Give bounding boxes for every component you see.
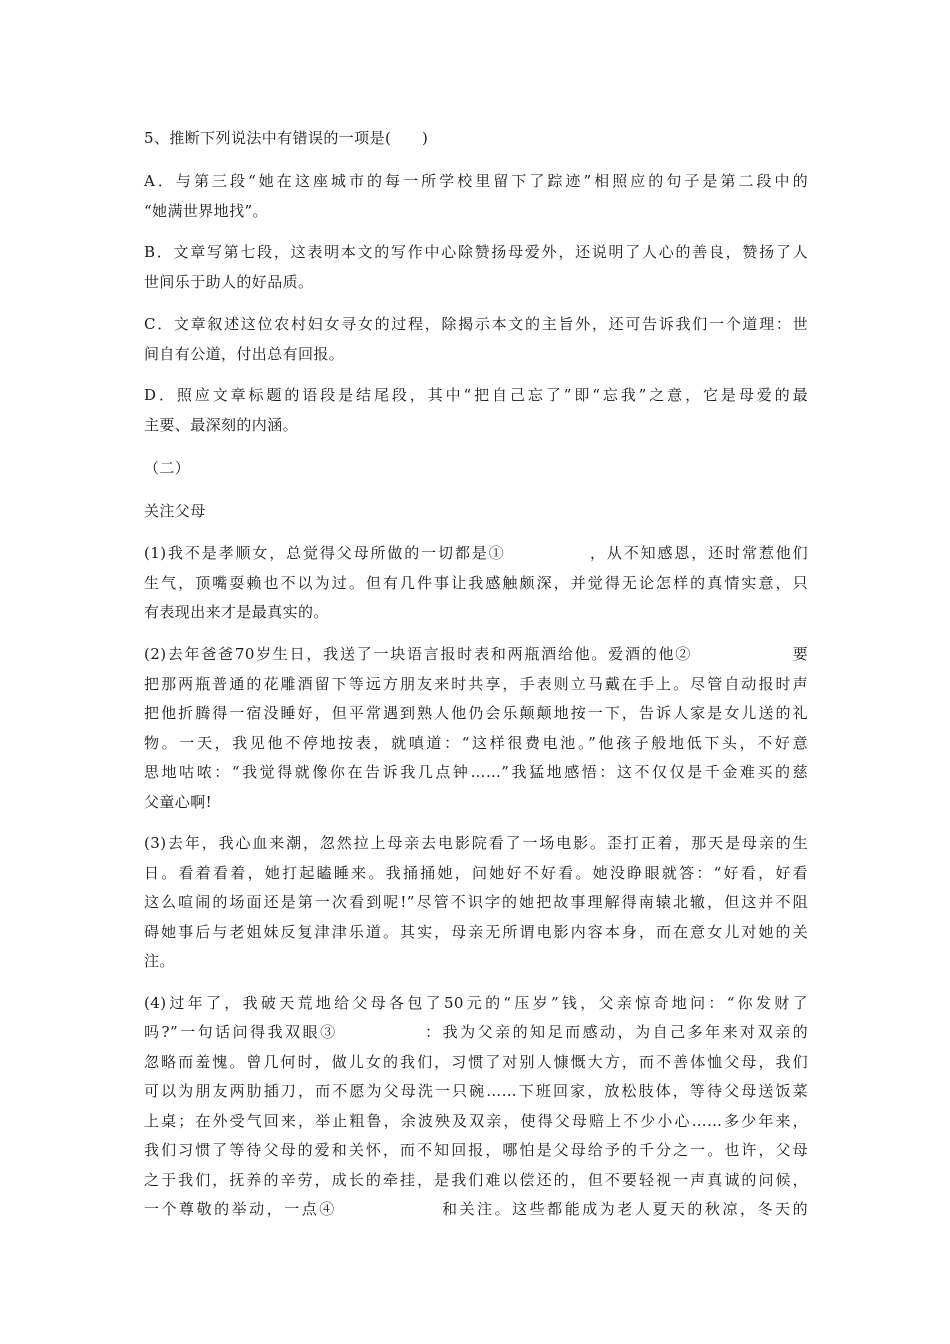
paragraph-4-line-7: 之于我们，抚养的辛劳，成长的牵挂，是我们难以偿还的，但不要轻视一声真诚的问候， xyxy=(144,1171,808,1189)
paragraph-3-line-2: 日。看着看着，她打起瞌睡来。我捅捅她，问她好不好看。她没睁眼就答：“好看，好看 xyxy=(144,864,808,882)
paragraph-4-line-6: 我们习惯了等待父母的爱和关怀，而不知回报，哪怕是父母给予的千分之一。也许，父母 xyxy=(144,1141,808,1159)
paragraph-2-line-4: 物。一天，我见他不停地按表，就嗔道：“这样很费电池。”他孩子般地低下头，不好意 xyxy=(144,734,808,752)
paragraph-4-line-4: 可以为朋友两肋插刀，而不愿为父母洗一只碗……下班回家，放松肢体，等待父母送饭菜 xyxy=(144,1082,808,1100)
paragraph-2-line-6: 父童心啊! xyxy=(144,793,213,811)
option-b-line-1: B．文章写第七段，这表明本文的写作中心除赞扬母爱外，还说明了人心的善良，赞扬了人 xyxy=(144,243,808,261)
paragraph-3-line-3: 这么喧闹的场面还是第一次看到呢!”尽管不识字的她把故事理解得南辕北辙，但这并不阻 xyxy=(144,893,808,911)
option-c-line-1: C．文章叙述这位农村妇女寻女的过程，除揭示本文的主旨外，还可告诉我们一个道理：世 xyxy=(144,315,808,333)
paragraph-3-line-4: 碍她事后与老姐妹反复津津乐道。其实，母亲无所谓电影内容本身，而在意女儿对她的关 xyxy=(144,923,808,941)
option-d-line-1: D．照应文章标题的语段是结尾段，其中“把自己忘了”即“忘我”之意，它是母爱的最 xyxy=(144,386,808,404)
question-stem: 5、推断下列说法中有错误的一项是( ) xyxy=(144,129,429,147)
paragraph-3-line-1: (3)去年，我心血来潮，忽然拉上母亲去电影院看了一场电影。歪打正着，那天是母亲的生 xyxy=(144,834,808,852)
paragraph-1-line-2: 生气，顶嘴耍赖也不以为过。但有几件事让我感触颇深，并觉得无论怎样的真情实意，只 xyxy=(144,574,808,592)
paragraph-4-line-1: (4)过年了，我破天荒地给父母各包了50元的“压岁”钱，父亲惊奇地问：“你发财了 xyxy=(144,994,808,1012)
paragraph-1-line-1: (1)我不是孝顺女，总觉得父母所做的一切都是① ，从不知感恩，还时常惹他们 xyxy=(144,544,808,562)
paragraph-2-line-2: 把那两瓶普通的花雕酒留下等远方朋友来时共享，手表则立马戴在手上。尽管自动报时声 xyxy=(144,675,808,693)
option-d-line-2: 主要、最深刻的内涵。 xyxy=(144,416,299,434)
paragraph-4-line-8: 一个尊敬的举动，一点④ 和关注。这些都能成为老人夏天的秋凉，冬天的 xyxy=(144,1200,808,1218)
option-b-line-2: 世间乐于助人的好品质。 xyxy=(144,273,314,291)
option-c-line-2: 间自有公道，付出总有回报。 xyxy=(144,345,345,363)
paragraph-1-line-3: 有表现出来才是最真实的。 xyxy=(144,603,329,621)
section-title: 关注父母 xyxy=(144,502,206,520)
paragraph-3-line-5: 注。 xyxy=(144,952,175,970)
paragraph-2-line-1: (2)去年爸爸70岁生日，我送了一块语言报时表和两瓶酒给他。爱酒的他② 要 xyxy=(144,645,808,663)
option-a-line-1: A．与第三段“她在这座城市的每一所学校里留下了踪迹”相照应的句子是第二段中的 xyxy=(144,172,808,190)
option-a-line-2: “她满世界地找”。 xyxy=(144,202,268,220)
section-number: （二） xyxy=(144,459,191,477)
paragraph-4-line-3: 忽略而羞愧。曾几何时，做儿女的我们，习惯了对别人慷慨大方，而不善体恤父母，我们 xyxy=(144,1053,808,1071)
paragraph-2-line-3: 把他折腾得一宿没睡好，但平常遇到熟人他仍会乐颠颠地按一下，告诉人家是女儿送的礼 xyxy=(144,704,808,722)
paragraph-4-line-5: 上桌；在外受气回来，举止粗鲁，余波殃及双亲，使得父母赔上不少小心……多少年来， xyxy=(144,1112,808,1130)
paragraph-2-line-5: 思地咕哝：“我觉得就像你在告诉我几点钟……”我猛地感悟：这不仅仅是千金难买的慈 xyxy=(144,763,808,781)
paragraph-4-line-2: 吗?”一句话问得我双眼③ ：我为父亲的知足而感动，为自己多年来对双亲的 xyxy=(144,1023,808,1041)
